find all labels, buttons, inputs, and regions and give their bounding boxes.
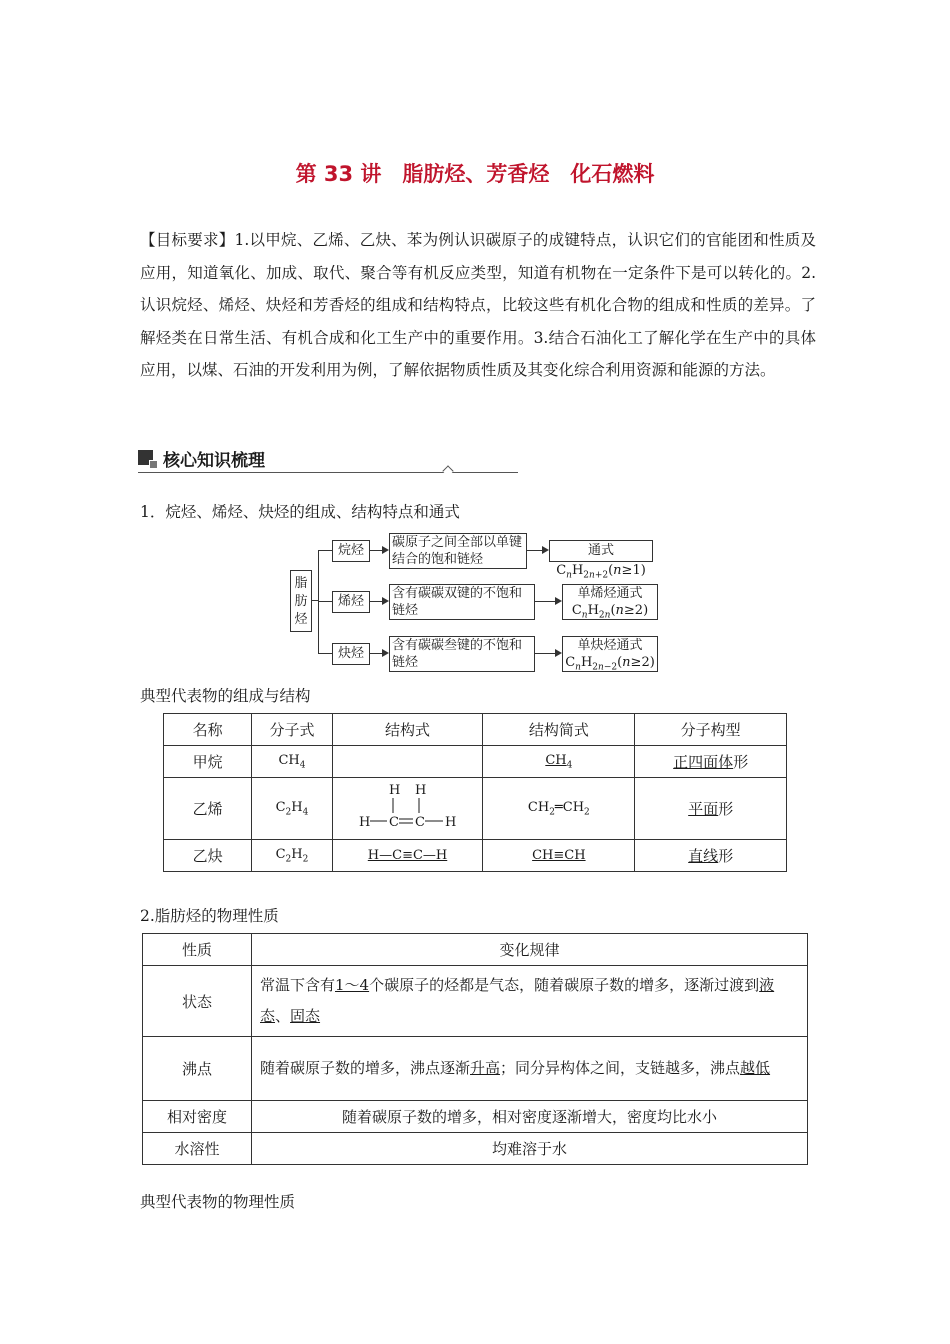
svg-text:H: H (414, 782, 426, 798)
branch-alkane-desc: 碳原子之间全部以单键结合的饱和链烃 (389, 533, 527, 569)
section-heading (138, 446, 518, 474)
alkane-formula-label: 通式 (587, 543, 614, 558)
molecular-shape (635, 840, 787, 872)
property-rule: 随着碳原子数的增多，相对密度逐渐增大，密度均比水小 (252, 1101, 808, 1133)
connector (369, 601, 383, 602)
item2-heading: 2.脂肪烃的物理性质 (140, 907, 279, 925)
svg-text:C: C (388, 814, 399, 830)
section-heading-text: 核心知识梳理 (163, 451, 265, 471)
composition-structure-table (163, 713, 787, 872)
table-header: 结构简式 (483, 714, 635, 746)
diagram-root (290, 570, 312, 632)
branch-alkene (332, 591, 370, 613)
connector (311, 600, 318, 601)
property-name: 相对密度 (143, 1101, 252, 1133)
structural-answer: H—C≡C—H (367, 848, 448, 863)
svg-text:H: H (444, 814, 456, 830)
connector (318, 653, 332, 654)
table1-caption: 典型代表物的组成与结构 (140, 687, 311, 705)
hydrocarbon-diagram (290, 532, 660, 672)
table-header: 名称 (164, 714, 252, 746)
alkane-formula-box: 通式$C_nH_{2n+2}(n\ge 1)$ (549, 540, 653, 562)
connector (369, 653, 383, 654)
connector (318, 601, 332, 602)
branch-alkene-desc: 含有碳碳双键的不饱和链烃 (389, 584, 535, 620)
structural-formula (332, 746, 483, 778)
compound-name: 乙炔 (164, 840, 252, 872)
shape-suffix: 形 (733, 753, 749, 771)
alkene-formula-label: 单烯烃通式 (577, 586, 643, 601)
svg-text:H: H (388, 782, 400, 798)
simple-answer: CH≡CH (532, 848, 586, 863)
property-rule (252, 1037, 808, 1101)
rule-answer: 液态 (260, 976, 775, 1025)
heading-rule (138, 472, 518, 473)
table-row (164, 746, 787, 778)
table-header: 变化规律 (252, 934, 808, 966)
connector (526, 550, 543, 551)
branch-alkyne-label: 炔烃 (337, 646, 364, 661)
property-name: 状态 (143, 966, 252, 1037)
table-header-row (143, 934, 808, 966)
arrow-icon (555, 649, 562, 657)
alkene-formula-box: 单烯烃通式 $C_nH_{2n}(n\ge 2)$ (562, 584, 658, 620)
rule-text: 常温下含有 (260, 976, 336, 994)
alkyne-formula-box: 单炔烃通式 $C_nH_{2n-2}(n\ge 2)$ (562, 636, 658, 672)
table-row (143, 1133, 808, 1165)
shape-answer: 正四面体 (673, 753, 734, 771)
rule-text: ；同分异构体之间，支链越多，沸点 (500, 1059, 741, 1077)
alkyne-formula-label: 单炔烃通式 (577, 638, 643, 653)
branch-alkyne (332, 643, 370, 665)
molecular-formula: $CH_4$ (252, 746, 333, 778)
table-row (164, 778, 787, 840)
table-header: 性质 (143, 934, 252, 966)
physical-properties-table (142, 933, 808, 1165)
table-header: 分子式 (252, 714, 333, 746)
ethylene-structure (353, 780, 463, 834)
structural-formula (332, 778, 483, 840)
shape-answer: 直线 (688, 847, 719, 865)
heading-notch-icon (442, 465, 453, 476)
shape-answer: 平面 (688, 800, 719, 818)
connector (318, 550, 332, 551)
property-rule (252, 966, 808, 1037)
item1-heading: 1．烷烃、烯烃、炔烃的组成、结构特点和通式 (140, 503, 460, 521)
table-header: 结构式 (332, 714, 483, 746)
page-title: 第 33 讲 脂肪烃、芳香烃 化石燃料 (295, 162, 655, 186)
shape-suffix: 形 (718, 847, 734, 865)
property-rule: 均难溶于水 (252, 1133, 808, 1165)
table-row (143, 1101, 808, 1133)
simple-formula: $CH_2═CH_2$ (483, 778, 635, 840)
molecular-shape (635, 746, 787, 778)
rule-text: 个碳原子的烃都是气态，随着碳原子数的增多，逐渐过渡到 (369, 976, 760, 994)
molecular-formula: $C_2H_2$ (252, 840, 333, 872)
objectives-paragraph (140, 224, 816, 387)
rule-answer: 固态 (290, 1007, 321, 1025)
property-name: 水溶性 (143, 1133, 252, 1165)
rule-answer: 越低 (740, 1059, 771, 1077)
rule-text: 随着碳原子数的增多，沸点逐渐 (260, 1059, 471, 1077)
arrow-icon (382, 546, 389, 554)
compound-name: 甲烷 (164, 746, 252, 778)
objectives-text: 1.以甲烷、乙烯、乙炔、苯为例认识碳原子的成键特点，认识它们的官能团和性质及应用，知道氧化、加成、取代、聚合等有机反应类型，知道有机物在一定条件下是可以转化的。2.认识烷烃、烯烃、炔烃和芳香烃的组成和结构特点，比较这些有机化合物的组成和性质的差异。了解烃类在日常生活、有机合成和化工生产中的重要作用。3.结合石油化工了解化学在生产中的具体应用，以煤、石油的开发利用为例，了解依据物质性质及其变化综合利用资源和能源的方法。 (140, 231, 816, 379)
rule-text: 、 (275, 1007, 291, 1025)
footer-caption: 典型代表物的物理性质 (140, 1193, 296, 1211)
rule-answer: 1～4 (335, 976, 370, 994)
property-name: 沸点 (143, 1037, 252, 1101)
svg-text:H: H (358, 814, 370, 830)
objectives-tag: 【目标要求】 (140, 231, 235, 249)
table-header-row (164, 714, 787, 746)
molecular-formula: $C_2H_4$ (252, 778, 333, 840)
branch-alkyne-desc: 含有碳碳叁键的不饱和链烃 (389, 636, 535, 672)
molecular-shape (635, 778, 787, 840)
simple-formula: $CH_4$ (483, 746, 635, 778)
table-row (164, 840, 787, 872)
diagram-root-label: 脂 肪 烃 (294, 576, 308, 627)
arrow-icon (382, 649, 389, 657)
shape-suffix: 形 (718, 800, 734, 818)
connector (369, 550, 383, 551)
branch-alkene-label: 烯烃 (337, 594, 364, 609)
simple-formula (483, 840, 635, 872)
connector (534, 601, 556, 602)
arrow-icon (542, 546, 549, 554)
compound-name: 乙烯 (164, 778, 252, 840)
table-row (143, 966, 808, 1037)
arrow-icon (555, 597, 562, 605)
heading-square-accent-icon (149, 460, 158, 469)
branch-alkane (332, 540, 370, 562)
arrow-icon (382, 597, 389, 605)
branch-alkane-label: 烷烃 (337, 543, 364, 558)
svg-text:C: C (414, 814, 425, 830)
structural-formula (332, 840, 483, 872)
table-row (143, 1037, 808, 1101)
table-header: 分子构型 (635, 714, 787, 746)
connector (534, 653, 556, 654)
rule-answer: 升高 (470, 1059, 501, 1077)
